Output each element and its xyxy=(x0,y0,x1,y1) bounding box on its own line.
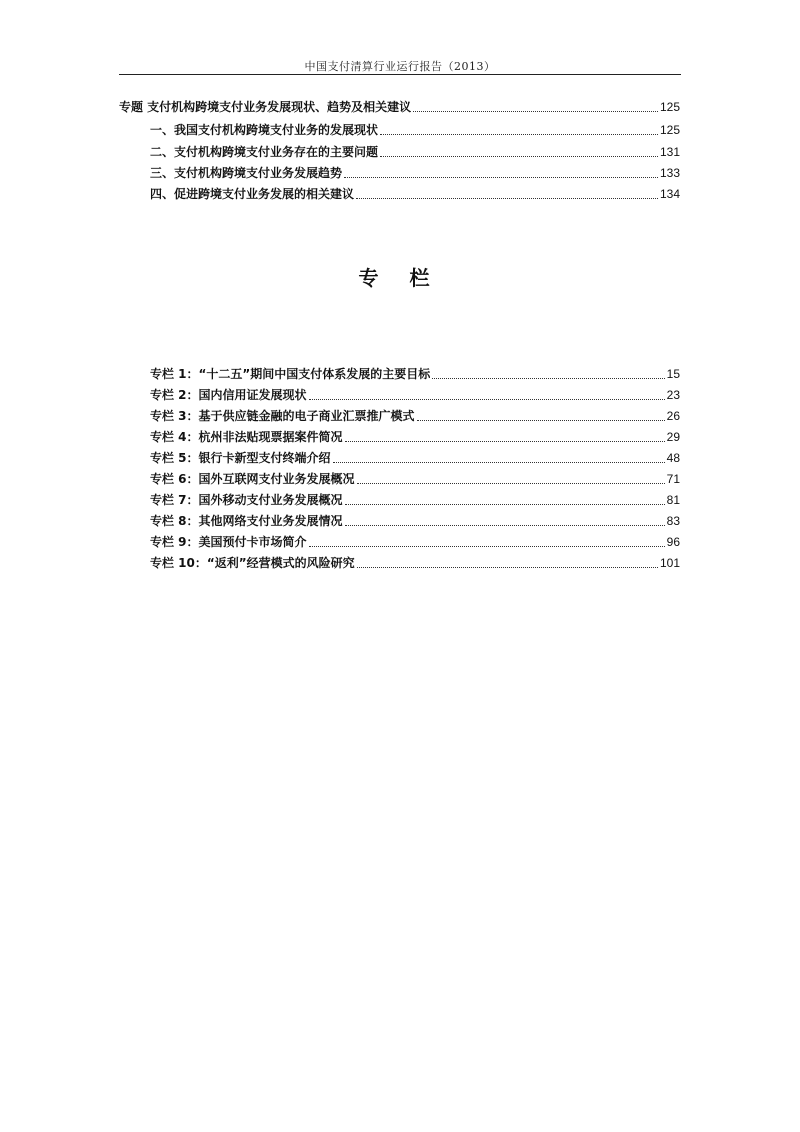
toc-entry-page: 81 xyxy=(666,493,680,507)
toc-topic-main[interactable] xyxy=(119,99,680,115)
toc-entry-page: 125 xyxy=(659,123,680,137)
toc-entry-page: 26 xyxy=(666,409,680,423)
toc-entry-page: 29 xyxy=(666,430,680,444)
page-header-title: 中国支付清算行业运行报告（2013） xyxy=(304,60,496,73)
toc-entry-page: 96 xyxy=(666,535,680,549)
toc-leader-dots xyxy=(344,167,658,178)
toc-column-item[interactable] xyxy=(150,450,680,466)
toc-column-item[interactable] xyxy=(150,471,680,487)
toc-entry-page: 131 xyxy=(659,145,680,159)
toc-entry-label: 专栏 5：银行卡新型支付终端介绍 xyxy=(150,451,331,465)
toc-leader-dots xyxy=(357,473,665,484)
toc-entry-label: 专题 支付机构跨境支付业务发展现状、趋势及相关建议 xyxy=(119,100,412,114)
toc-entry-page: 23 xyxy=(666,388,680,402)
toc-leader-dots xyxy=(333,452,665,463)
toc-entry-label: 四、促进跨境支付业务发展的相关建议 xyxy=(150,187,355,201)
toc-topic-item[interactable] xyxy=(150,186,680,202)
toc-topic-item[interactable] xyxy=(150,165,680,181)
toc-entry-page: 125 xyxy=(659,100,680,114)
toc-leader-dots xyxy=(380,124,658,135)
toc-column-item[interactable] xyxy=(150,408,680,424)
toc-column-item[interactable] xyxy=(150,492,680,508)
toc-entry-label: 专栏 9：美国预付卡市场简介 xyxy=(150,535,307,549)
columns-section-title: 专 栏 xyxy=(358,266,442,290)
toc-leader-dots xyxy=(309,389,665,400)
toc-leader-dots xyxy=(345,494,665,505)
toc-leader-dots xyxy=(356,188,658,199)
toc-leader-dots xyxy=(357,557,658,568)
toc-entry-label: 三、支付机构跨境支付业务发展趋势 xyxy=(150,166,343,180)
toc-leader-dots xyxy=(345,431,665,442)
toc-entry-page: 83 xyxy=(666,514,680,528)
toc-column-item[interactable] xyxy=(150,534,680,550)
toc-leader-dots xyxy=(413,101,658,112)
toc-leader-dots xyxy=(432,368,664,379)
toc-leader-dots xyxy=(417,410,665,421)
toc-entry-label: 专栏 1：“十二五”期间中国支付体系发展的主要目标 xyxy=(150,367,431,381)
toc-column-item[interactable] xyxy=(150,429,680,445)
toc-column-item[interactable] xyxy=(150,366,680,382)
toc-entry-page: 101 xyxy=(659,556,680,570)
toc-entry-page: 48 xyxy=(666,451,680,465)
toc-column-item[interactable] xyxy=(150,387,680,403)
toc-entry-page: 71 xyxy=(666,472,680,486)
toc-entry-label: 一、我国支付机构跨境支付业务的发展现状 xyxy=(150,123,379,137)
toc-entry-label: 专栏 8：其他网络支付业务发展情况 xyxy=(150,514,343,528)
toc-topic-item[interactable] xyxy=(150,122,680,138)
toc-leader-dots xyxy=(380,146,658,157)
toc-entry-label: 专栏 4：杭州非法贴现票据案件简况 xyxy=(150,430,343,444)
header-rule xyxy=(119,74,681,75)
toc-entry-label: 专栏 3：基于供应链金融的电子商业汇票推广模式 xyxy=(150,409,415,423)
toc-entry-label: 专栏 6：国外互联网支付业务发展概况 xyxy=(150,472,355,486)
toc-leader-dots xyxy=(309,536,665,547)
toc-topic-item[interactable] xyxy=(150,144,680,160)
toc-entry-page: 133 xyxy=(659,166,680,180)
toc-column-item[interactable] xyxy=(150,555,680,571)
toc-entry-page: 15 xyxy=(666,367,680,381)
toc-entry-label: 专栏 10：“返利”经营模式的风险研究 xyxy=(150,556,355,570)
toc-entry-label: 专栏 2：国内信用证发展现状 xyxy=(150,388,307,402)
toc-column-item[interactable] xyxy=(150,513,680,529)
toc-entry-label: 专栏 7：国外移动支付业务发展概况 xyxy=(150,493,343,507)
toc-entry-label: 二、支付机构跨境支付业务存在的主要问题 xyxy=(150,145,379,159)
toc-entry-page: 134 xyxy=(659,187,680,201)
toc-leader-dots xyxy=(345,515,665,526)
